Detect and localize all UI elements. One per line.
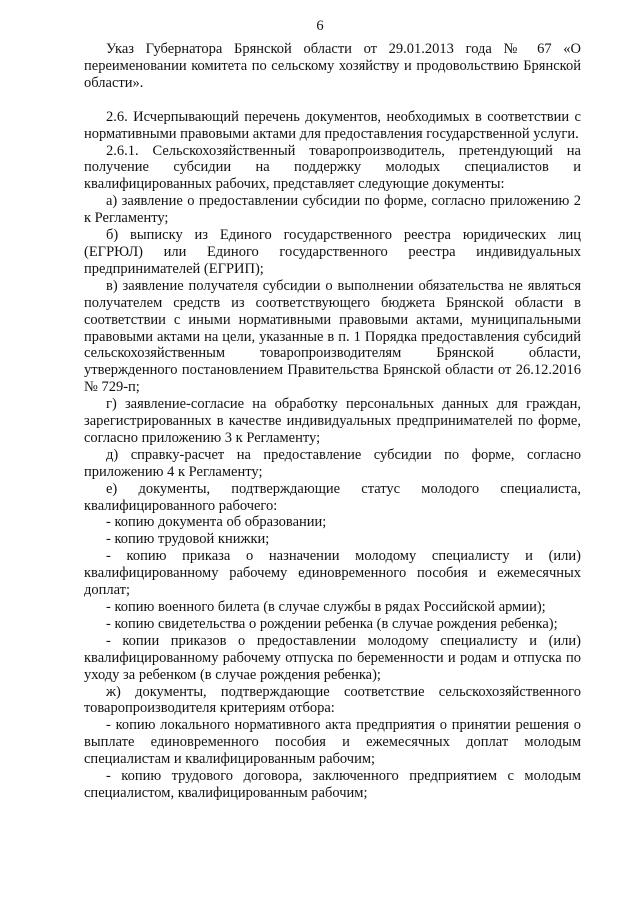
- paragraph-p-a: [84, 193, 581, 227]
- paragraph-p-e3: [84, 548, 581, 599]
- text-line: - копии приказов о предоставлении молодому специалисту и (или): [106, 632, 581, 649]
- paragraph-p-e: [84, 481, 581, 515]
- text-line: квалифицированному рабочему отпуска по беременности и родам и отпуска по: [84, 649, 581, 666]
- text-line: 2.6. Исчерпывающий перечень документов, необходимых в соответствии с: [106, 108, 581, 125]
- paragraph-p-d: [84, 447, 581, 481]
- text-line: г) заявление-согласие на обработку персональных данных для граждан,: [106, 396, 581, 413]
- text-line: выплате единовременного пособия и ежемесячных доплат молодым: [84, 734, 581, 751]
- text-line: б) выписку из Единого государственного реестра юридических лиц: [106, 227, 581, 244]
- text-line: - копию трудовой книжки;: [106, 531, 270, 548]
- text-line: нормативными правовыми актами для предоставления государственной услуги.: [84, 125, 579, 142]
- paragraph-p-g: [84, 396, 581, 447]
- paragraph-p-2-6-1: [84, 143, 581, 194]
- text-line: в) заявление получателя субсидии о выполнении обязательства не являться: [106, 277, 581, 294]
- text-line: доплат;: [84, 582, 131, 599]
- text-line: к Регламенту;: [84, 210, 169, 227]
- text-line: предпринимателей (ЕГРИП);: [84, 260, 264, 277]
- document-body: [84, 41, 581, 802]
- paragraph-p-e2: [84, 531, 581, 548]
- paragraph-p-e5: [84, 616, 581, 633]
- text-line: товаропроизводителя критериям отбора:: [84, 700, 335, 717]
- text-line: Указ Губернатора Брянской области от 29.01.2013 года № 67 «О: [106, 41, 581, 57]
- text-line: соответствии с иными нормативными правовыми актами, муниципальными: [84, 311, 581, 328]
- text-line: 2.6.1. Сельскохозяйственный товаропроизводитель, претендующий на: [106, 142, 581, 159]
- text-line: ж) документы, подтверждающие соответствие сельскохозяйственного: [106, 683, 581, 700]
- paragraph-p-zh: [84, 684, 581, 718]
- text-line: д) справку-расчет на предоставление субсидии по форме, согласно: [106, 446, 581, 463]
- paragraph-p-v: [84, 278, 581, 396]
- text-line: согласно приложению 3 к Регламенту;: [84, 429, 321, 446]
- text-line: - копию приказа о назначении молодому специалисту и (или): [106, 548, 581, 565]
- text-line: получение субсидии на поддержку молодых специалистов и: [84, 159, 581, 176]
- text-line: е) документы, подтверждающие статус молодого специалиста,: [106, 480, 581, 497]
- text-line: - копию документа об образовании;: [106, 514, 327, 531]
- text-line: сельскохозяйственным товаропроизводителям Брянской области,: [84, 345, 581, 362]
- text-line: специалистом, квалифицированным рабочим;: [84, 784, 368, 801]
- text-line: правовыми актами на цели, указанные в п. 1 Порядка предоставления субсидий: [84, 328, 581, 345]
- page-number: 6: [316, 18, 324, 34]
- paragraph-p-e6: [84, 633, 581, 684]
- text-line: переименовании комитета по сельскому хозяйству и продовольствию Брянской: [84, 57, 581, 74]
- text-line: № 729-п;: [84, 379, 140, 396]
- paragraph-p-e1: [84, 514, 581, 531]
- paragraph-p-zh1: [84, 717, 581, 768]
- text-line: зарегистрированных в качестве индивидуальных предпринимателей по форме,: [84, 413, 581, 430]
- paragraph-p-b: [84, 227, 581, 278]
- paragraph-p-e4: [84, 599, 581, 616]
- paragraph-decree: [84, 41, 581, 92]
- paragraph-gap: [84, 92, 581, 109]
- text-line: квалифицированному рабочему единовременного пособия и ежемесячных: [84, 565, 581, 582]
- text-line: - копию военного билета (в случае службы в рядах Российской армии);: [106, 599, 546, 615]
- text-line: квалифицированного рабочего:: [84, 497, 278, 514]
- text-line: квалифицированных рабочих, представляет следующие документы:: [84, 176, 505, 193]
- text-line: приложению 4 к Регламенту;: [84, 463, 263, 480]
- text-line: - копию трудового договора, заключенного предприятием с молодым: [106, 768, 581, 785]
- text-line: - копию локального нормативного акта предприятия о принятии решения о: [106, 717, 581, 734]
- paragraph-p-zh2: [84, 768, 581, 802]
- text-line: утвержденного постановлением Правительства Брянской области от 26.12.2016: [84, 362, 581, 379]
- text-line: уходу за ребенком (в случае рождения ребенка);: [84, 666, 381, 683]
- text-line: получателем средств из соответствующего бюджета Брянской области в: [84, 294, 581, 311]
- text-line: специалистам и квалифицированным рабочим;: [84, 751, 376, 768]
- text-line: области».: [84, 74, 144, 91]
- text-line: (ЕГРЮЛ) или Единого государственного реестра индивидуальных: [84, 243, 581, 260]
- paragraph-p-2-6: [84, 109, 581, 143]
- text-line: - копию свидетельства о рождении ребенка (в случае рождения ребенка);: [106, 615, 558, 632]
- text-line: а) заявление о предоставлении субсидии по форме, согласно приложению 2: [106, 193, 581, 210]
